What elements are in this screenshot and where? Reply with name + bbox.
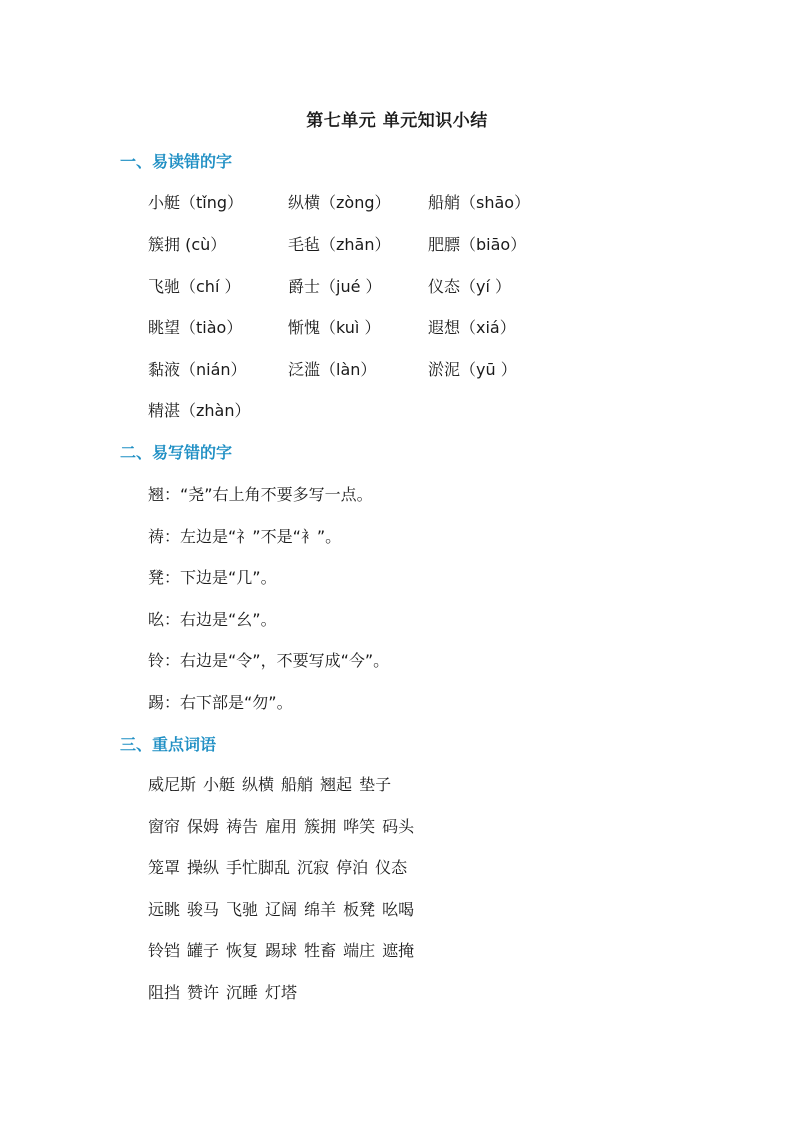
word-row [148, 980, 304, 1003]
key-word: 遮掩 [382, 941, 415, 960]
reading-item: 船艄（shāo） [428, 193, 531, 212]
key-word: 手忙脚乱 [226, 858, 291, 877]
key-word: 雇用 [265, 817, 298, 836]
reading-item: 惭愧（kuì ） [288, 318, 381, 337]
writing-note: 铃：右边是“令”，不要写成“今”。 [148, 651, 390, 670]
key-word: 沉寂 [297, 858, 330, 877]
writing-note: 祷：左边是“礻”不是“衤”。 [148, 527, 342, 546]
reading-item: 精湛（zhàn） [148, 401, 251, 420]
reading-item: 小艇（tǐng） [148, 193, 244, 212]
key-word: 铃铛 [148, 941, 181, 960]
reading-item: 仪态（yí ） [428, 277, 512, 296]
key-word: 牲畜 [304, 941, 337, 960]
key-word: 窗帘 [148, 817, 181, 836]
page-title: 第七单元 单元知识小结 [306, 111, 488, 131]
key-word: 远眺 [148, 900, 181, 919]
writing-note: 翘：“尧”右上角不要多写一点。 [148, 485, 373, 504]
key-word: 赞许 [187, 983, 220, 1002]
key-word: 小艇 [203, 775, 236, 794]
writing-note: 吆：右边是“幺”。 [148, 610, 277, 629]
key-word: 灯塔 [265, 983, 298, 1002]
word-row [148, 897, 421, 920]
word-row [148, 855, 414, 878]
reading-item: 泛滥（làn） [288, 360, 377, 379]
word-row [148, 814, 421, 837]
section-heading-key-words: 三、重点词语 [120, 735, 217, 754]
key-word: 端庄 [343, 941, 376, 960]
writing-note: 踢：右下部是“勿”。 [148, 693, 293, 712]
key-word: 辽阔 [265, 900, 298, 919]
writing-note: 凳：下边是“几”。 [148, 568, 277, 587]
key-word: 纵横 [242, 775, 275, 794]
key-word: 保姆 [187, 817, 220, 836]
key-word: 簇拥 [304, 817, 337, 836]
key-word: 罐子 [187, 941, 220, 960]
key-word: 船艄 [281, 775, 314, 794]
key-word: 操纵 [187, 858, 220, 877]
reading-item: 爵士（jué ） [288, 277, 382, 296]
key-word: 板凳 [343, 900, 376, 919]
reading-item: 飞驰（chí ） [148, 277, 241, 296]
key-word: 垫子 [359, 775, 392, 794]
key-word: 绵羊 [304, 900, 337, 919]
word-row [148, 938, 421, 961]
key-word: 码头 [382, 817, 415, 836]
key-word: 祷告 [226, 817, 259, 836]
key-word: 沉睡 [226, 983, 259, 1002]
reading-item: 簇拥 (cù） [148, 235, 227, 254]
section-heading-misread: 一、易读错的字 [120, 152, 233, 171]
key-word: 恢复 [226, 941, 259, 960]
reading-item: 遐想（xiá） [428, 318, 516, 337]
reading-item: 纵横（zòng） [288, 193, 391, 212]
reading-item: 毛毡（zhān） [288, 235, 391, 254]
reading-item: 淤泥（yū ） [428, 360, 517, 379]
key-word: 停泊 [336, 858, 369, 877]
reading-item: 眺望（tiào） [148, 318, 243, 337]
key-word: 仪态 [375, 858, 408, 877]
key-word: 笼罩 [148, 858, 181, 877]
section-heading-miswritten: 二、易写错的字 [120, 443, 233, 462]
key-word: 骏马 [187, 900, 220, 919]
key-word: 阻挡 [148, 983, 181, 1002]
key-word: 哗笑 [343, 817, 376, 836]
reading-item: 肥膘（biāo） [428, 235, 527, 254]
key-word: 踢球 [265, 941, 298, 960]
key-word: 翘起 [320, 775, 353, 794]
key-word: 飞驰 [226, 900, 259, 919]
reading-item: 黏液（nián） [148, 360, 247, 379]
key-word: 威尼斯 [148, 775, 197, 794]
word-row [148, 772, 398, 795]
key-word: 吆喝 [382, 900, 415, 919]
